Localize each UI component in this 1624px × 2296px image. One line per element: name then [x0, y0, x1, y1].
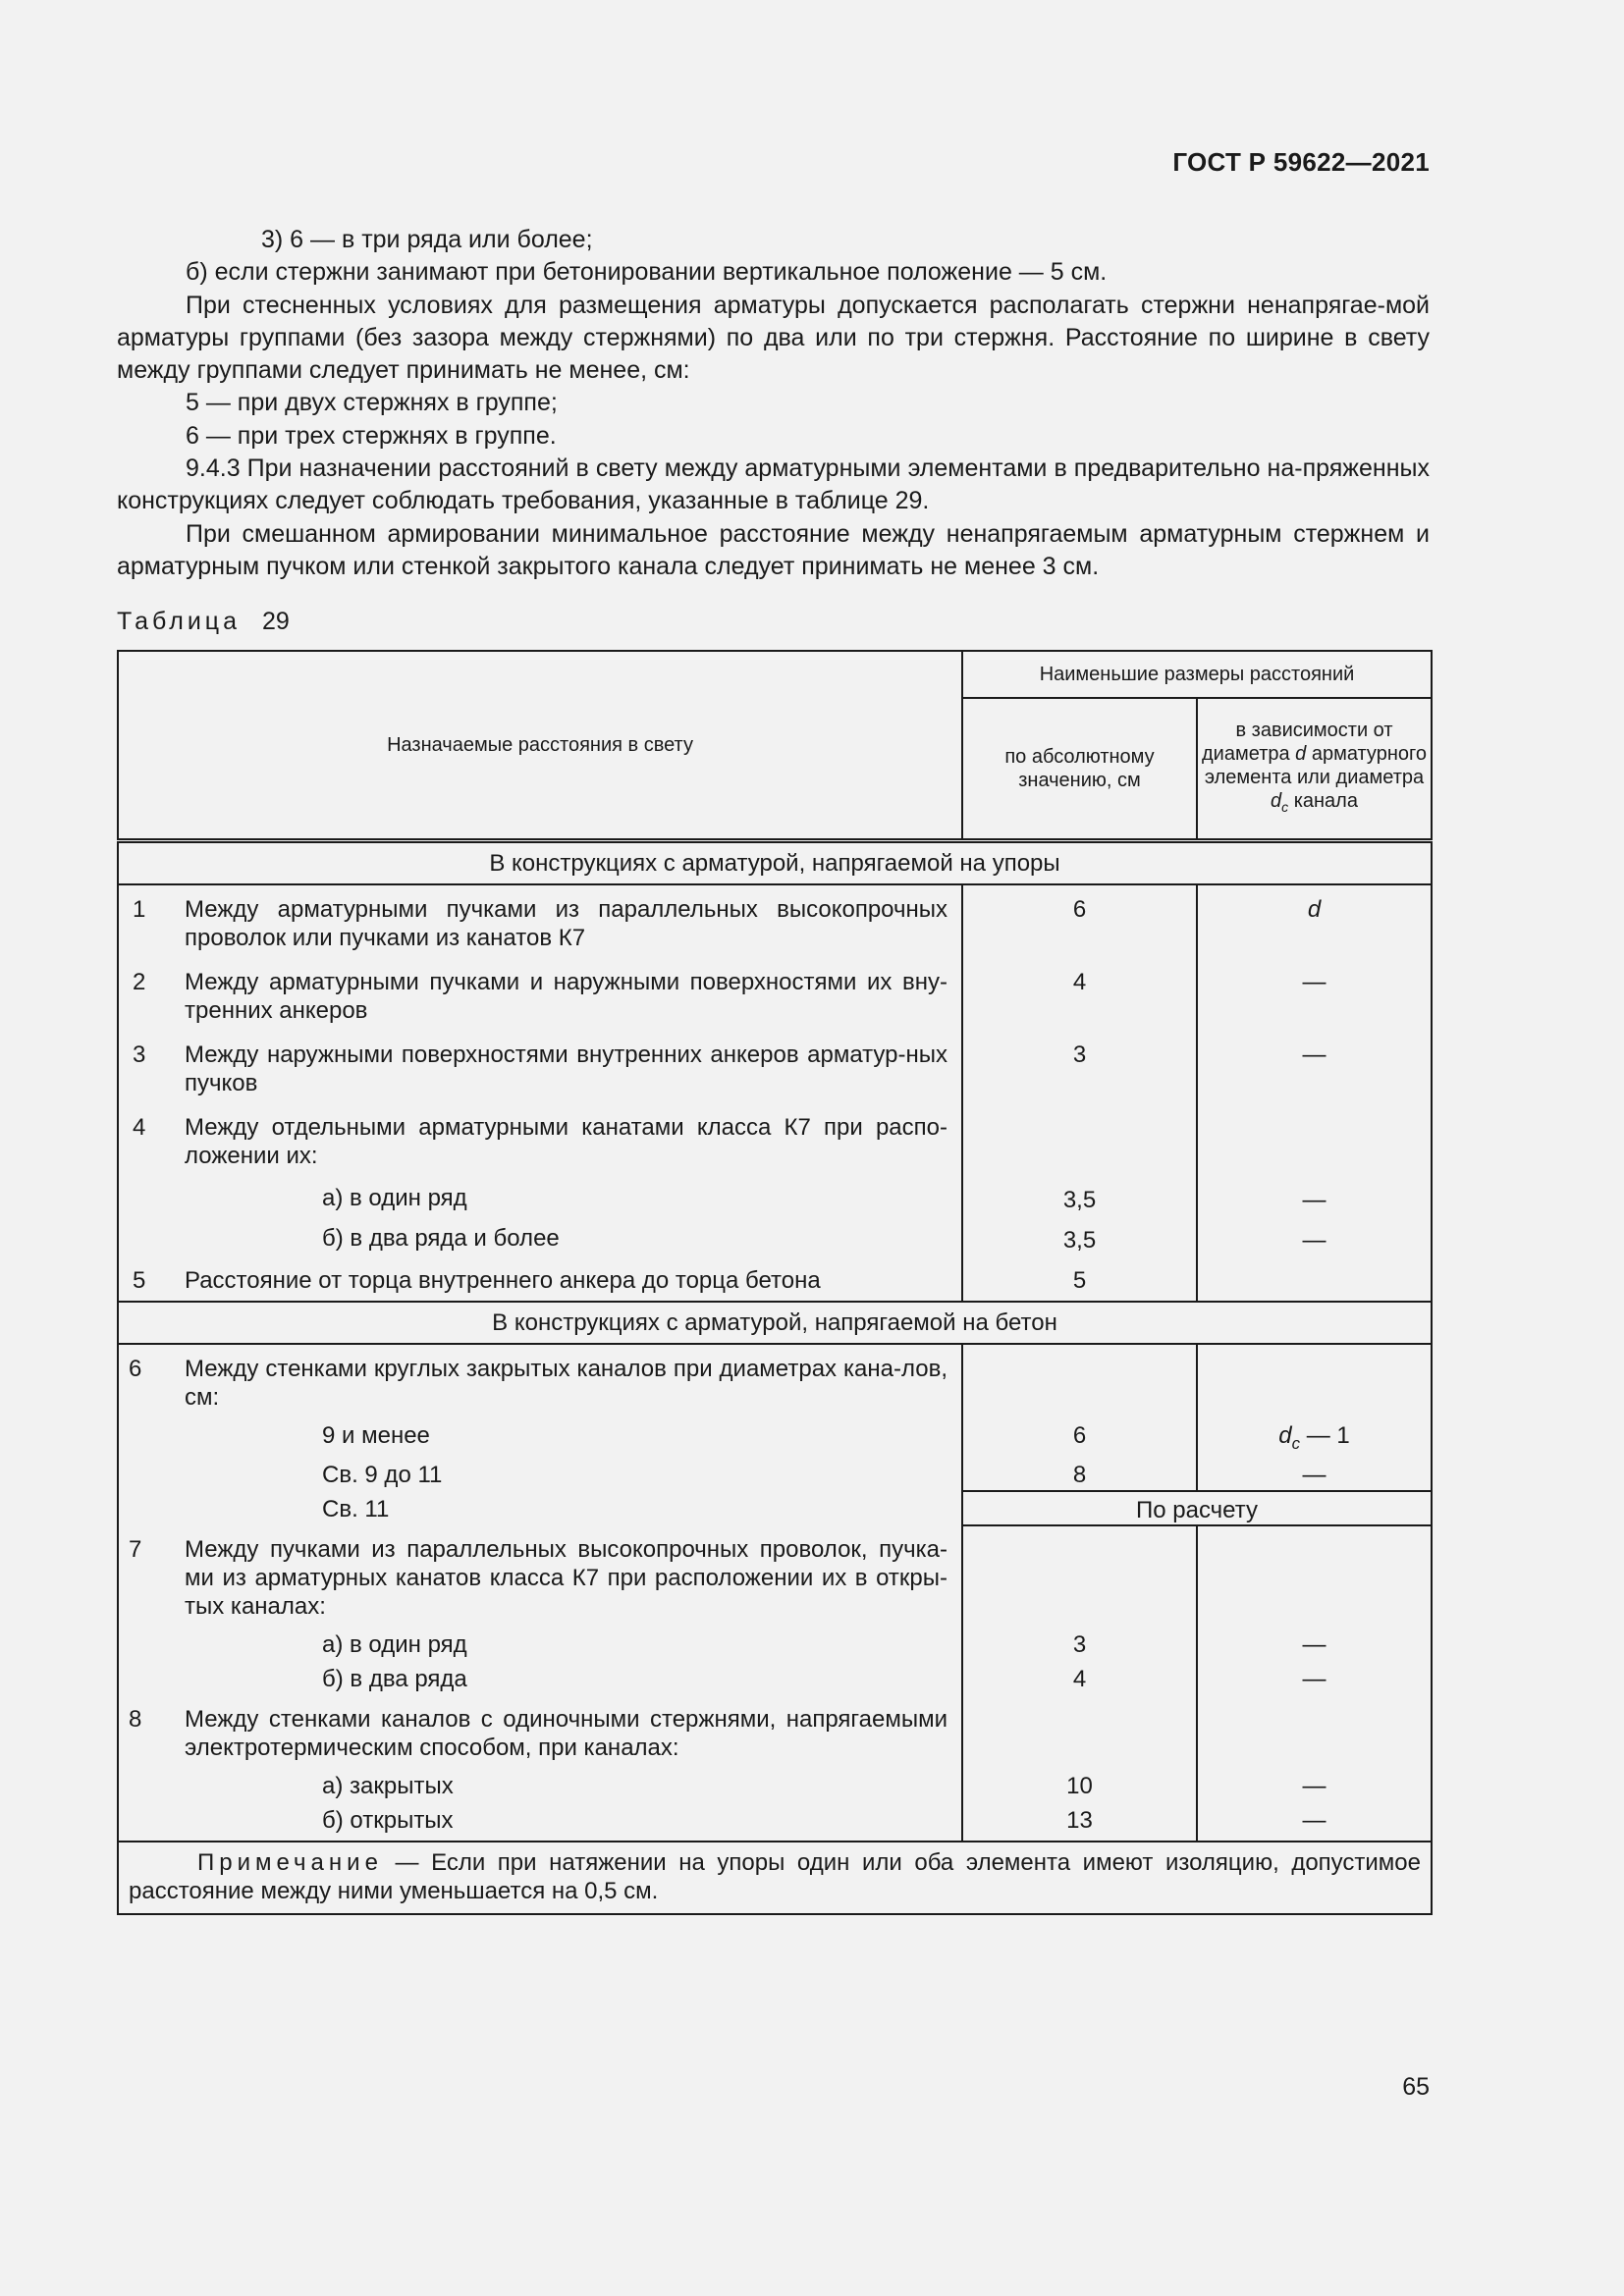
row-number: 8	[129, 1706, 142, 1734]
cell-absolute	[962, 1103, 1197, 1176]
row-text: Расстояние от торца внутреннего анкера до торца бетона	[183, 1256, 962, 1302]
cell-absolute	[962, 1344, 1197, 1417]
paragraph: При смешанном армировании минимальное расстояние между ненапрягаемым арматурным стержнем и арматурным пучком или стенкой закрытого канала следует принимать не менее 3 см.	[117, 519, 1430, 580]
table-row	[118, 1176, 1432, 1216]
cell-relative: —	[1302, 1773, 1326, 1800]
cell-relative: —	[1302, 1186, 1326, 1213]
cell-relative: —	[1302, 1226, 1326, 1254]
table-row	[118, 1525, 1432, 1627]
table-caption-word: Таблица	[117, 608, 242, 635]
table-row	[118, 1103, 1432, 1176]
cell-absolute: 4	[962, 958, 1197, 1031]
table-row	[118, 1695, 1432, 1768]
header-designated-distances: Назначаемые расстояния в свету	[118, 651, 962, 840]
row-number: 2	[133, 968, 146, 995]
row-text: Между наружными поверхностями внутренних анкеров арматур-ных пучков	[183, 1031, 962, 1103]
cell-absolute: 6	[962, 884, 1197, 958]
cell-relative	[1197, 1256, 1432, 1302]
paragraph: 3) 6 — в три ряда или более;	[261, 226, 593, 253]
table-row	[118, 1627, 1432, 1661]
cell-absolute: 10	[962, 1768, 1197, 1802]
cell-relative	[1197, 1344, 1432, 1417]
body-text	[117, 224, 1430, 583]
cell-relative: —	[1302, 1807, 1326, 1835]
page-number: 65	[1402, 2073, 1430, 2101]
row-text: Св. 9 до 11	[183, 1457, 962, 1491]
row-text: 9 и менее	[183, 1417, 962, 1458]
cell-absolute: 13	[962, 1802, 1197, 1842]
table-row	[118, 958, 1432, 1031]
table-row	[118, 884, 1432, 958]
cell-relative: —	[1302, 1041, 1326, 1068]
row-number: 7	[129, 1536, 142, 1564]
cell-absolute: 3,5	[962, 1216, 1197, 1256]
row-text: Между стенками каналов с одиночными стержнями, напрягаемыми электротермическим способом, при каналах:	[183, 1695, 962, 1768]
doc-code: ГОСТ Р 59622—2021	[1172, 147, 1430, 177]
row-number: 4	[133, 1113, 146, 1141]
cell-relative	[1197, 1525, 1432, 1627]
paragraph: При стесненных условиях для размещения арматуры допускается располагать стержни ненапрягае-мой арматуры группами (без зазора между стержнями) по два или по три стержня. Расстояние по ширине в свету между группами следует принимать не менее, см:	[117, 291, 1430, 385]
table-row	[118, 1417, 1432, 1458]
cell-relative: —	[1302, 1666, 1326, 1693]
row-text: Между отдельными арматурными канатами класса К7 при распо-ложении их:	[183, 1103, 962, 1176]
row-text: а) в один ряд	[183, 1627, 962, 1661]
table-row	[118, 1216, 1432, 1256]
row-text: а) в один ряд	[183, 1176, 962, 1216]
table-caption-number: 29	[262, 608, 290, 635]
cell-absolute: 8	[962, 1457, 1197, 1491]
table-row	[118, 1768, 1432, 1802]
table-row	[118, 1457, 1432, 1491]
cell-relative	[1197, 1103, 1432, 1176]
section-heading: В конструкциях с арматурой, напрягаемой на упоры	[118, 840, 1432, 884]
cell-relative: $d_c$ — 1	[1278, 1421, 1350, 1453]
row-number: 6	[129, 1355, 142, 1382]
cell-relative: —	[1197, 1457, 1432, 1491]
table-row	[118, 1491, 1432, 1525]
row-number: 5	[133, 1266, 146, 1294]
table-29	[117, 650, 1433, 1915]
row-text: Св. 11	[183, 1491, 962, 1525]
table-note	[118, 1842, 1432, 1914]
row-text: Между арматурными пучками из параллельных высокопрочных проволок или пучками из канатов К7	[183, 884, 962, 958]
row-text: а) закрытых	[183, 1768, 962, 1802]
row-text: б) в два ряда и более	[183, 1216, 962, 1256]
note-label: Примечание	[197, 1849, 383, 1877]
header-group-min-sizes: Наименьшие размеры расстояний	[962, 651, 1432, 698]
table-caption	[117, 608, 290, 636]
cell-absolute	[962, 1525, 1197, 1627]
header-absolute-value: по абсолютному значению, см	[962, 698, 1197, 840]
row-number: 3	[133, 1041, 146, 1068]
paragraph: 5 — при двух стержнях в группе;	[186, 389, 558, 417]
cell-relative: d	[1307, 895, 1322, 923]
row-text: Между пучками из параллельных высокопрочных проволок, пучка-ми из арматурных канатов класса К7 при расположении их в откры-тых каналах:	[183, 1525, 962, 1627]
row-text: б) в два ряда	[183, 1661, 962, 1695]
cell-absolute: 6	[962, 1417, 1197, 1458]
paragraph: б) если стержни занимают при бетонировании вертикальное положение — 5 см.	[186, 258, 1108, 287]
paragraph: 6 — при трех стержнях в группе.	[186, 421, 557, 450]
paragraph: 9.4.3 При назначении расстояний в свету между арматурными элементами в предварительно на-пряженных конструкциях следует соблюдать требования, указанные в таблице 29.	[117, 454, 1430, 515]
cell-relative: —	[1302, 968, 1326, 995]
table-row	[118, 1344, 1432, 1417]
section-heading: В конструкциях с арматурой, напрягаемой на бетон	[118, 1302, 1432, 1344]
row-text: Между арматурными пучками и наружными поверхностями их вну-тренних анкеров	[183, 958, 962, 1031]
cell-absolute: 3	[962, 1031, 1197, 1103]
cell-absolute	[962, 1695, 1197, 1768]
row-text: б) открытых	[183, 1802, 962, 1842]
cell-merged: По расчету	[962, 1491, 1432, 1525]
table-row	[118, 1802, 1432, 1842]
table-row	[118, 1256, 1432, 1302]
cell-absolute: 3,5	[962, 1176, 1197, 1216]
header-relative-value: в зависимости от диаметра d арматурного элемента или диаметра $d_c$ канала	[1202, 719, 1427, 815]
cell-absolute: 4	[962, 1661, 1197, 1695]
note-text: — Если при натяжении на упоры один или оба элемента имеют изоляцию, допустимое расстояние между ними уменьшается на 0,5 см.	[129, 1849, 1421, 1905]
row-number: 1	[133, 895, 146, 923]
cell-relative: —	[1302, 1631, 1326, 1659]
cell-absolute: 5	[962, 1256, 1197, 1302]
row-text: Между стенками круглых закрытых каналов при диаметрах кана-лов, см:	[183, 1344, 962, 1417]
table-row	[118, 1031, 1432, 1103]
cell-absolute: 3	[962, 1627, 1197, 1661]
table-row	[118, 1661, 1432, 1695]
cell-relative	[1197, 1695, 1432, 1768]
